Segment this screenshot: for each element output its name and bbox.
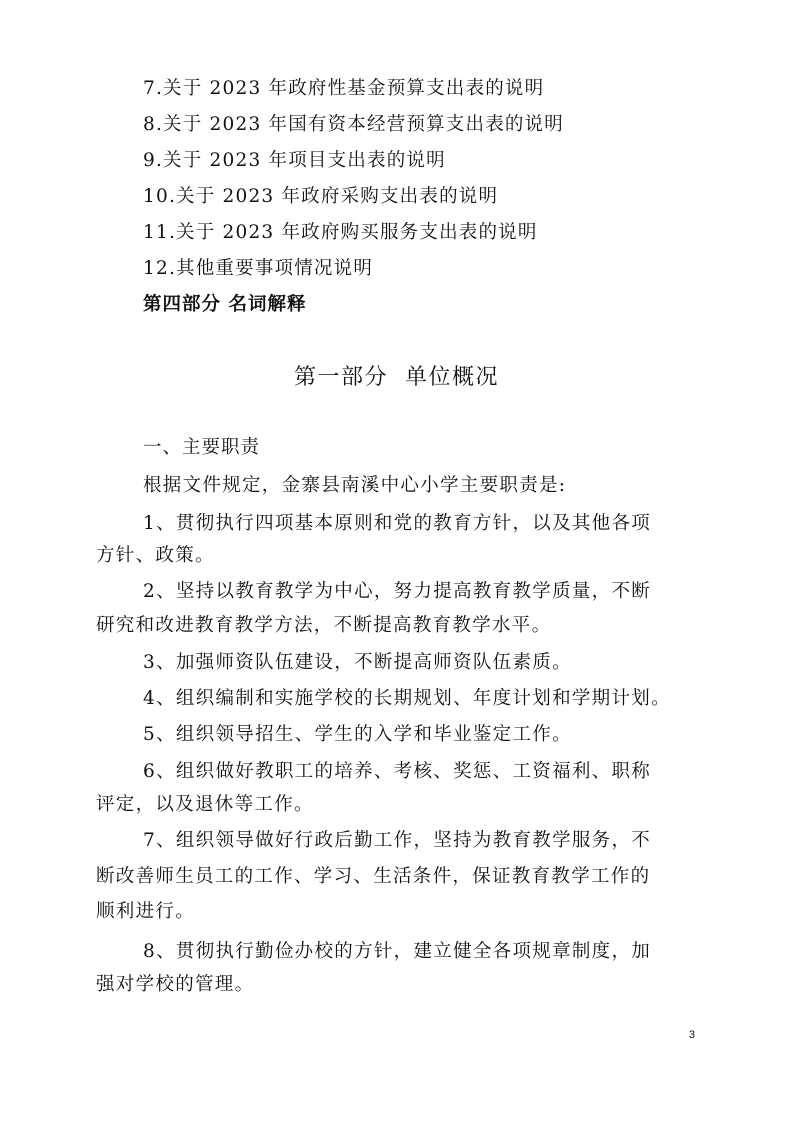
duty-2-line-2: 研究和改进教育教学方法，不断提高教育教学水平。 xyxy=(96,615,552,636)
toc-part-four-heading: 第四部分 名词解释 xyxy=(143,294,307,315)
duty-2-line-1: 2、坚持以教育教学为中心，努力提高教育教学质量，不断 xyxy=(143,581,652,602)
duty-4: 4、组织编制和实施学校的长期规划、年度计划和学期计划。 xyxy=(143,688,671,709)
toc-item-8: 8.关于 2023 年国有资本经营预算支出表的说明 xyxy=(143,114,564,135)
toc-item-12: 12.其他重要事项情况说明 xyxy=(143,258,374,279)
toc-item-10: 10.关于 2023 年政府采购支出表的说明 xyxy=(143,186,499,207)
duty-7-line-1: 7、组织领导做好行政后勤工作，坚持为教育教学服务，不 xyxy=(143,830,652,851)
duty-7-line-3: 顺利进行。 xyxy=(96,901,196,922)
duty-1-line-1: 1、贯彻执行四项基本原则和党的教育方针，以及其他各项 xyxy=(143,513,652,534)
page-number: 3 xyxy=(688,1029,695,1041)
duty-3: 3、加强师资队伍建设，不断提高师资队伍素质。 xyxy=(143,652,572,673)
duty-6-line-2: 评定，以及退休等工作。 xyxy=(96,794,314,815)
duty-8-line-2: 强对学校的管理。 xyxy=(96,974,255,995)
duty-1-line-2: 方针、政策。 xyxy=(96,545,215,566)
duty-6-line-1: 6、组织做好教职工的培养、考核、奖惩、工资福利、职称 xyxy=(143,761,652,782)
section-intro: 根据文件规定，金寨县南溪中心小学主要职责是: xyxy=(143,475,567,496)
duty-7-line-2: 断改善师生员工的工作、学习、生活条件，保证教育教学工作的 xyxy=(96,866,651,887)
toc-item-7: 7.关于 2023 年政府性基金预算支出表的说明 xyxy=(143,78,545,99)
toc-item-11: 11.关于 2023 年政府购买服务支出表的说明 xyxy=(143,222,538,243)
section-heading: 一、主要职责 xyxy=(143,437,261,458)
duty-8-line-1: 8、贯彻执行勤俭办校的方针，建立健全各项规章制度，加 xyxy=(143,941,652,962)
chapter-title: 第一部分 单位概况 xyxy=(294,365,499,390)
toc-item-9: 9.关于 2023 年项目支出表的说明 xyxy=(143,150,446,171)
duty-5: 5、组织领导招生、学生的入学和毕业鉴定工作。 xyxy=(143,724,572,745)
